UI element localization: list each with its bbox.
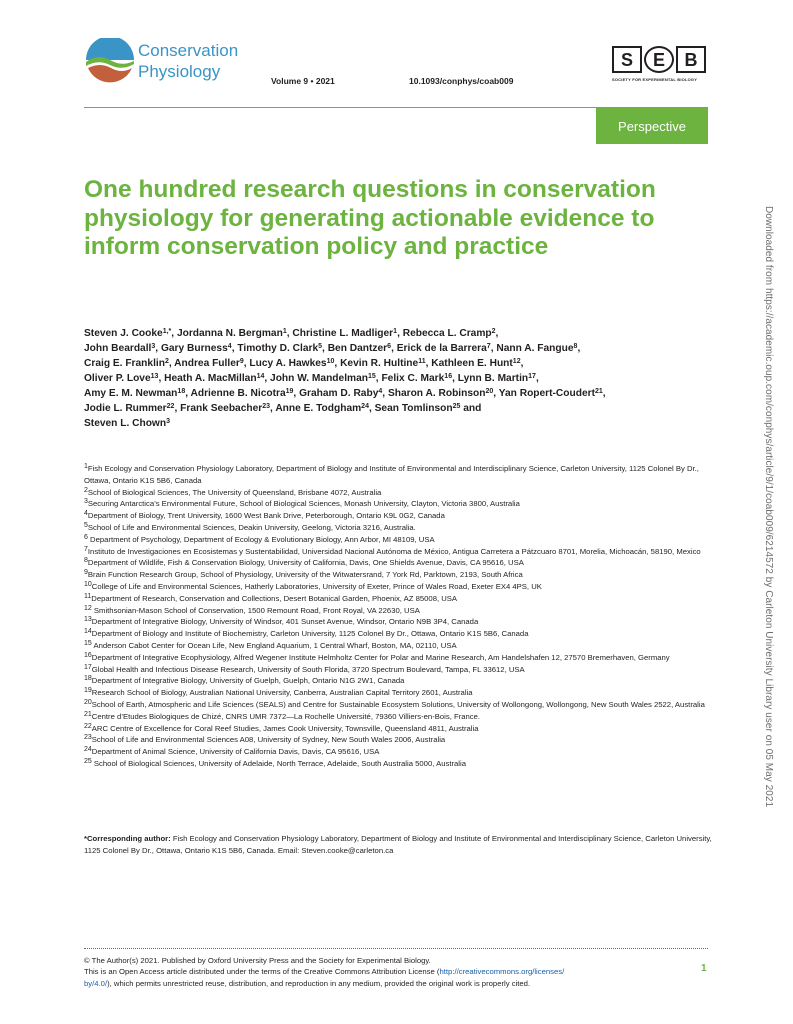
author-name[interactable]: Timothy D. Clark: [237, 343, 319, 354]
affiliation-item: [84, 593, 714, 605]
affiliation-text: Department of Animal Science, University of California Davis, Davis, CA 95616, USA: [91, 747, 380, 757]
affiliation-item: [84, 640, 714, 652]
author-affiliation-marker: 7: [486, 343, 491, 350]
author-name[interactable]: Frank Seebacher: [180, 403, 263, 414]
affiliation-item: [84, 581, 714, 593]
affiliation-item: [84, 652, 714, 664]
author-separator: ,: [322, 343, 328, 354]
author-affiliation-marker: 18: [177, 388, 186, 395]
license-text-end: ), which permits unrestricted reuse, distribution, and reproduction in any medium, provided the original work is properly cited.: [107, 978, 531, 988]
author-affiliation-marker: 12: [512, 358, 521, 365]
author-name[interactable]: Christine L. Madliger: [292, 328, 394, 339]
affiliation-number: 4: [84, 510, 88, 518]
author-separator: ,: [382, 388, 388, 399]
affiliation-text: College of Life and Environmental Sciences, Hatherly Laboratories, University of Exeter, Prince of Wales Road, Exeter EX4 4PS, UK: [91, 581, 542, 591]
author-separator: ,: [286, 328, 293, 339]
affiliation-item: [84, 534, 714, 546]
affiliation-number: 23: [84, 734, 92, 742]
affiliation-item: [84, 664, 714, 676]
author-name[interactable]: Yan Ropert-Coudert: [498, 388, 595, 399]
author-affiliation-marker: 4: [227, 343, 232, 350]
author-name[interactable]: Andrea Fuller: [174, 358, 240, 369]
author-separator: ,: [375, 373, 382, 384]
affiliation-item: [84, 546, 714, 558]
author-name[interactable]: Craig E. Franklin: [84, 358, 165, 369]
author-affiliation-marker: 6: [387, 343, 392, 350]
author-separator: and: [460, 403, 482, 414]
affiliation-item: [84, 616, 714, 628]
author-separator: ,: [490, 343, 497, 354]
license-link[interactable]: http://creativecommons.org/licenses/: [439, 967, 565, 977]
author-separator: ,: [452, 373, 458, 384]
affiliation-number: 6: [84, 533, 88, 541]
corresponding-author-label: *Corresponding author:: [84, 834, 171, 843]
author-affiliation-marker: 25: [452, 403, 461, 410]
author-affiliation-marker: 9: [239, 358, 244, 365]
affiliation-item: [84, 605, 714, 617]
journal-name-line1: Conservation: [138, 41, 239, 60]
author-name[interactable]: Anne E. Todgham: [275, 403, 362, 414]
author-affiliation-marker: 13: [150, 373, 159, 380]
affiliation-text: Instituto de Investigaciones en Ecosistemas y Sustentabilidad, Universidad Nacional Autónoma de México, Antigua Carretera a Pátzcuaro 8701, Morelia, Michoacán, 58190, Mexico: [87, 546, 701, 556]
author-separator: ,: [168, 358, 175, 369]
author-name[interactable]: Gary Burness: [160, 343, 228, 354]
author-name[interactable]: Ben Dantzer: [327, 343, 388, 354]
affiliation-item: [84, 522, 714, 534]
affiliation-number: 17: [84, 663, 92, 671]
affiliation-item: [84, 699, 714, 711]
affiliation-text: Department of Integrative Biology, University of Windsor, 401 Sunset Avenue, Windsor, Ontario N9B 3P4, Canada: [91, 617, 479, 627]
affiliation-text: Anderson Cabot Center for Ocean Life, New England Aquarium, 1 Central Wharf, Boston, MA, 02110, USA: [91, 640, 457, 650]
affiliation-number: 16: [84, 651, 92, 659]
affiliation-number: 9: [84, 569, 88, 577]
author-name[interactable]: Amy E. M. Newman: [84, 388, 178, 399]
affiliation-item: [84, 628, 714, 640]
affiliation-item: [84, 463, 714, 487]
author-affiliation-marker: 3: [166, 418, 170, 425]
author-separator: ,: [270, 403, 276, 414]
download-watermark-text: Downloaded from https://academic.oup.com/conphys/article/9/1/coab009/6214572 by Carleton University Library user on 05 May 2021: [763, 206, 774, 808]
affiliation-text: Department of Integrative Ecophysiology, Alfred Wegener Institute Helmholtz Center for Polar and Marine Research, Am Handelshafen 12, 27570 Bremerhaven, Germany: [91, 652, 670, 662]
affiliation-item: [84, 498, 714, 510]
seb-letter-s: S: [612, 46, 642, 73]
author-separator: ,: [397, 328, 403, 339]
author-name[interactable]: Jodie L. Rummer: [84, 403, 167, 414]
author-separator: ,: [243, 358, 250, 369]
article-title: One hundred research questions in conservation physiology for generating actionable evidence to inform conservation policy and practice: [84, 176, 656, 260]
author-affiliation-marker: 20: [485, 388, 494, 395]
author-name[interactable]: Kathleen E. Hunt: [431, 358, 513, 369]
affiliation-number: 22: [84, 722, 92, 730]
author-affiliation-marker: 2: [164, 358, 169, 365]
author-affiliation-marker: 24: [361, 403, 369, 410]
author-name[interactable]: Adrienne B. Nicotra: [190, 388, 286, 399]
author-separator: ,: [493, 388, 499, 399]
author-name[interactable]: Sharon A. Robinson: [387, 388, 486, 399]
affiliation-text: Department of Psychology, Department of Ecology & Evolutionary Biology, Ann Arbor, MI 48109, USA: [87, 534, 435, 544]
author-affiliation-marker: 16: [444, 373, 453, 380]
author-name[interactable]: Rebecca L. Cramp: [402, 328, 492, 339]
affiliation-text: Securing Antarctica’s Environmental Future, School of Biological Sciences, Monash University, Clayton, Victoria 3800, Australia: [87, 499, 520, 509]
journal-name-line2: Physiology: [138, 62, 221, 81]
doi[interactable]: 10.1093/conphys/coab009: [409, 76, 514, 86]
affiliation-item: [84, 746, 714, 758]
affiliation-item: [84, 510, 714, 522]
author-name[interactable]: John Beardall: [84, 343, 152, 354]
affiliation-text: School of Life and Environmental Sciences A08, University of Sydney, New South Wales 2006, Australia: [91, 735, 446, 745]
seb-letter-b: B: [676, 46, 706, 73]
author-separator: ,: [495, 328, 499, 339]
author-name[interactable]: Steven L. Chown: [84, 418, 167, 429]
affiliation-text: Brain Function Research Group, School of Physiology, University of the Witwatersrand, 7 York Rd, Parktown, 2193, South Africa: [87, 570, 523, 580]
author-affiliation-marker: 15: [367, 373, 376, 380]
download-watermark: [760, 206, 774, 826]
affiliation-item: [84, 569, 714, 581]
author-affiliation-marker: 5: [318, 343, 323, 350]
author-affiliation-marker: 10: [326, 358, 335, 365]
license-link-continued[interactable]: by/4.0/: [84, 978, 108, 988]
affiliation-text: Department of Integrative Biology, University of Guelph, Guelph, Ontario N1G 2W1, Canada: [91, 676, 405, 686]
author-affiliation-marker: 1: [282, 328, 287, 335]
seb-letter-e: E: [644, 46, 674, 73]
author-separator: ,: [425, 358, 432, 369]
author-affiliation-marker: 8: [573, 343, 578, 350]
journal-name[interactable]: [138, 40, 238, 82]
affiliation-text: Fish Ecology and Conservation Physiology Laboratory, Department of Biology and Institute of Environmental and Interdisciplinary Science, Carleton University, 1125 Colonel By Dr., Ottawa, Ontario K1S 5B6, Canada: [84, 464, 699, 485]
author-affiliation-marker: 22: [166, 403, 175, 410]
footer-divider: [84, 948, 708, 949]
footer: [84, 955, 696, 989]
affiliation-number: 18: [84, 675, 92, 683]
author-separator: ,: [602, 388, 606, 399]
author-name[interactable]: Graham D. Raby: [299, 388, 379, 399]
license-notice: [84, 966, 696, 989]
affiliation-text: Department of Biology and Institute of Biochemistry, Carleton University, 1125 Colonel By Dr., Ottawa, Ontario K1S 5B6, Canada: [91, 629, 529, 639]
corresponding-author: [84, 833, 714, 857]
affiliation-number: 21: [84, 710, 92, 718]
affiliation-text: Department of Biology, Trent University, 1600 West Bank Drive, Peterborough, Ontario K9L 0G2, Canada: [87, 511, 445, 521]
affiliation-text: Research School of Biology, Australian National University, Canberra, Australian Capital Territory 2601, Australia: [91, 688, 473, 698]
affiliation-number: 25: [84, 757, 92, 765]
author-separator: ,: [535, 373, 539, 384]
copyright-notice: © The Author(s) 2021. Published by Oxford University Press and the Society for Experimental Biology.: [84, 956, 431, 965]
affiliation-item: [84, 723, 714, 735]
author-affiliation-marker: 1,*: [162, 328, 172, 335]
author-separator: ,: [520, 358, 524, 369]
affiliation-number: 5: [84, 521, 88, 529]
author-name[interactable]: Nann A. Fangue: [496, 343, 574, 354]
author-name[interactable]: Lucy A. Hawkes: [249, 358, 327, 369]
author-separator: ,: [231, 343, 238, 354]
affiliation-number: 13: [84, 616, 92, 624]
affiliation-item: [84, 711, 714, 723]
author-separator: ,: [174, 403, 181, 414]
affiliation-number: 1: [84, 463, 88, 470]
affiliation-number: 8: [84, 557, 88, 565]
affiliation-number: 15: [84, 639, 92, 647]
author-name[interactable]: Oliver P. Love: [84, 373, 151, 384]
author-separator: ,: [158, 373, 165, 384]
affiliation-item: [84, 675, 714, 687]
affiliation-text: Department of Research, Conservation and Collections, Desert Botanical Garden, Phoenix, AZ 85008, USA: [91, 593, 458, 603]
affiliation-item: [84, 487, 714, 499]
affiliation-text: School of Earth, Atmospheric and Life Sciences (SEALS) and Centre for Sustainable Ecosystem Solutions, University of Wollongong, Wollongong, New South Wales 2522, Australia: [91, 699, 705, 709]
author-affiliation-marker: 23: [262, 403, 271, 410]
author-list: [84, 326, 684, 431]
author-affiliation-marker: 1: [393, 328, 398, 335]
author-name[interactable]: Jordanna N. Bergman: [176, 328, 283, 339]
affiliation-number: 10: [84, 580, 92, 588]
seb-logo: [612, 46, 708, 89]
author-name[interactable]: Steven J. Cooke: [84, 328, 163, 339]
affiliation-number: 11: [84, 592, 92, 600]
author-name[interactable]: Heath A. MacMillan: [164, 373, 257, 384]
author-name[interactable]: Sean Tomlinson: [374, 403, 453, 414]
author-separator: ,: [368, 403, 375, 414]
author-separator: ,: [293, 388, 300, 399]
affiliation-text: School of Biological Sciences, University of Adelaide, North Terrace, Adelaide, South Australia 5000, Australia: [91, 758, 466, 768]
volume-info: Volume 9 • 2021: [271, 76, 335, 86]
author-affiliation-marker: 17: [528, 373, 536, 380]
author-name[interactable]: Felix C. Mark: [381, 373, 445, 384]
author-separator: ,: [334, 358, 341, 369]
affiliation-text: Global Health and Infectious Disease Research, University of South Florida, 3720 Spectrum Boulevard, Tampa, FL 33612, USA: [91, 664, 525, 674]
affiliation-number: 20: [84, 698, 92, 706]
affiliation-text: Centre d’Etudes Biologiques de Chizé, CNRS UMR 7372—La Rochelle Université, 79360 Villiers-en-Bois, France.: [91, 711, 481, 721]
affiliation-number: 12: [84, 604, 92, 612]
article-type-badge: Perspective: [596, 108, 708, 144]
author-separator: ,: [391, 343, 397, 354]
affiliation-text: Department of Wildlife, Fish & Conservation Biology, University of California, Davis, One Shields Avenue, Davis, CA 95616, USA: [87, 558, 524, 568]
affiliation-text: School of Life and Environmental Sciences, Deakin University, Geelong, Victoria 3216, Australia.: [87, 522, 416, 532]
affiliation-list: [84, 463, 714, 770]
author-affiliation-marker: 19: [285, 388, 294, 395]
conservation-physiology-logo: [84, 38, 136, 84]
license-text-start: This is an Open Access article distributed under the terms of the Creative Commons Attribution License (: [84, 967, 440, 977]
author-affiliation-marker: 2: [491, 328, 496, 335]
affiliation-item: [84, 758, 714, 770]
affiliation-item: [84, 734, 714, 746]
author-name[interactable]: Lynn B. Martin: [457, 373, 529, 384]
author-separator: ,: [171, 328, 177, 339]
affiliation-number: 14: [84, 628, 92, 636]
author-affiliation-marker: 21: [594, 388, 603, 395]
affiliation-number: 19: [84, 687, 92, 695]
seb-subtitle: SOCIETY FOR EXPERIMENTAL BIOLOGY: [612, 77, 698, 82]
affiliation-text: Smithsonian-Mason School of Conservation, 1500 Remount Road, Front Royal, VA 22630, USA: [91, 605, 420, 615]
page-number: 1: [701, 963, 707, 974]
author-affiliation-marker: 4: [378, 388, 383, 395]
author-separator: ,: [264, 373, 271, 384]
author-affiliation-marker: 11: [418, 358, 426, 365]
affiliation-text: School of Biological Sciences, The University of Queensland, Brisbane 4072, Australia: [87, 487, 382, 497]
affiliation-item: [84, 557, 714, 569]
author-affiliation-marker: 14: [256, 373, 265, 380]
affiliation-number: 7: [84, 545, 88, 553]
author-affiliation-marker: 3: [151, 343, 156, 350]
author-separator: ,: [155, 343, 161, 354]
author-separator: ,: [577, 343, 581, 354]
author-name[interactable]: Erick de la Barrera: [396, 343, 487, 354]
affiliation-number: 24: [84, 746, 92, 754]
affiliation-number: 2: [84, 486, 88, 494]
author-name[interactable]: Kevin R. Hultine: [340, 358, 419, 369]
author-separator: ,: [185, 388, 191, 399]
author-name[interactable]: John W. Mandelman: [270, 373, 368, 384]
affiliation-text: ARC Centre of Excellence for Coral Reef Studies, James Cook University, Townsville, Queensland 4811, Australia: [91, 723, 479, 733]
affiliation-item: [84, 687, 714, 699]
corresponding-author-text: Fish Ecology and Conservation Physiology Laboratory, Department of Biology and Institute of Environmental and Interdisciplinary Science, Carleton University, 1125 Colonel By Dr., Ottawa, Ontario K1S 5B6, Canada. Email: Steven.cooke@carleton.ca: [84, 834, 712, 855]
affiliation-number: 3: [84, 498, 88, 506]
